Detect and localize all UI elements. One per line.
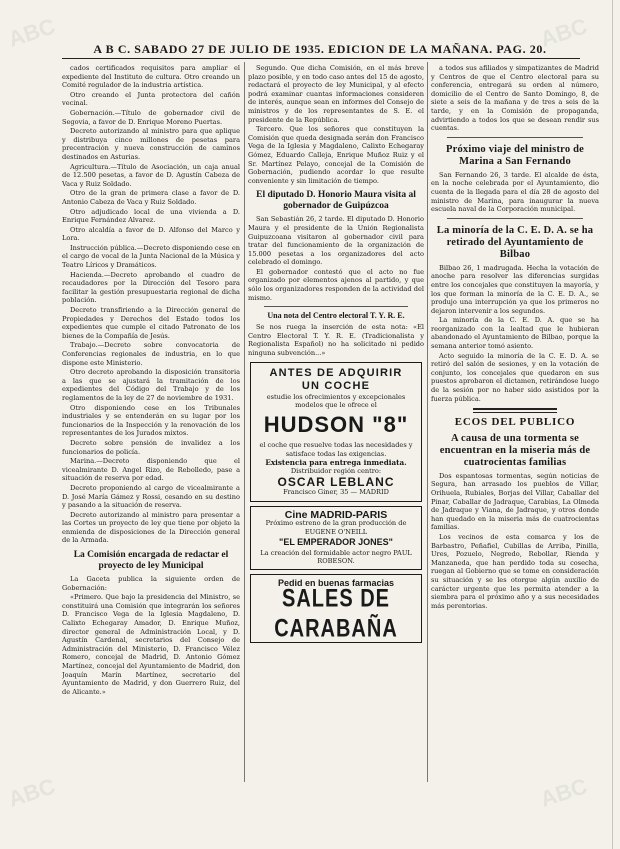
paragraph: Hacienda.—Decreto aprobando el cuadro de recaudadores por la Dirección del Tesoro para facilitar la gestión presupuestaria regional de dicha población.: [62, 270, 240, 305]
ad-text: Distribuidor región centro:: [290, 467, 382, 476]
paragraph: La Gaceta publica la siguiente orden de Gobernación:: [62, 575, 240, 592]
ad-address: Francisco Giner, 35 — MADRID: [283, 488, 389, 497]
ad-text: Próximo estreno de la gran producción de EUGENE O'NEILL: [265, 519, 407, 536]
advertisement-hudson: [250, 362, 422, 502]
ad-title: Pedid en buenas farmacias: [277, 578, 395, 589]
masthead-rule: [62, 58, 580, 59]
paragraph: Acto seguido la minoría de la C. E. D. A. se retiró del salón de sesiones, y en la votación de conjunto, los concejales que quedaron en sus puestos aprobaron el dictamen, retirándose luego de la sesión por no haber sido asistidos por la fuerza pública.: [431, 351, 599, 403]
ad-text: La creación del formidable actor negro PAUL ROBESON.: [260, 548, 412, 566]
abc-watermark: ABC ABC ABC ABC: [5, 13, 591, 812]
column-right: [431, 64, 599, 764]
ad-text: Existencia para entrega inmediata.: [265, 458, 407, 468]
paragraph: Tercero. Que los señores que constituyen la Comisión que queda designada serán don Francisco Vega de la Iglesia y Magdaleno, Calixto Echegaray Gómez, Eduardo Calleja, Enrique Muñoz Ruiz y el Sr. Martínez Pelayo, concejal de la Comisión de Gobernación, pudiendo acordar lo que resulte conveniente y sin limitación de tiempo.: [248, 125, 424, 185]
ad-brand: SALES DE CARABAÑA: [274, 585, 398, 643]
ad-title: UN COCHE: [301, 379, 371, 392]
paragraph: Agricultura.—Título de Asociación, un caja anual de 12.500 pesetas, a favor de D. Agustín Cabeza de Vaca y Ruiz Soldado.: [62, 162, 240, 188]
paragraph: Segundo. Que dicha Comisión, en el más breve plazo posible, y en todo caso antes del 15 de agosto, redactará el proyecto de ley Municipal, y al efecto podrá examinar cuantas informaciones consideren de interés, aunque sean en informes del Consejo de ministros y de los representantes de S. E. el presidente de la República.: [248, 64, 424, 124]
ad-title: Cine MADRID-PARIS: [284, 508, 388, 521]
paragraph: cados certificados requisitos para ampliar el expediente del Instituto de cultura. Otro creando un Comité regulador de la industria artística.: [62, 64, 240, 90]
ad-text: estudie los ofrecimientos y excepcionales modelos que le ofrece el: [266, 392, 406, 410]
ad-title: ANTES DE ADQUIRIR: [269, 366, 403, 379]
divider: [447, 137, 583, 138]
paragraph: Decreto sobre pensión de invalidez a los funcionarios de policía.: [62, 438, 240, 456]
paragraph: Decreto proponiendo al cargo de vicealmirante a D. José María Gámez y Rossi, cesando en su destino y pasando a la situación de reserva.: [62, 483, 240, 510]
paragraph: Otro de la gran de primera clase a favor de D. Antonio Cabeza de Vaca y Ruiz Soldado.: [62, 189, 240, 206]
paragraph: a todos sus afiliados y simpatizantes de Madrid y Centros de que el Centro electoral para su conferencia, entregará su orden al número, domicilio de el Centro de Santo Domingo, 8, de siete a seis de la mañana y de tres a seis de la tarde, y en la Comisión de propaganda, advirtiendo a todos los que se desean rendir sus cuentas.: [431, 64, 599, 133]
paragraph: Decreto transfiriendo a la Dirección general de Propiedades y Derechos del Estado todos los expedientes que cumple el citado Patronato de los bienes de la Compañía de Jesús.: [62, 306, 240, 340]
paragraph: «Primero. Que bajo la presidencia del Ministro, se constituirá una Comisión que integrarán los señores D. Francisco Vega de la Iglesia Magdaleno, D. Calixto Echegaray Amador, D. Enrique Muñoz, director general de Administración Local, y D. Agustín Cardenal, secretarios del Consejo de Administración del Ministerio, D. Francisco Vélez Romero, concejal de Madrid, D. Antonio Gómez Martínez, concejal del Ayuntamiento de Madrid, don Joaquín Marín Martínez, secretario del Ayuntamiento de Madrid, y don Guerrero Ruiz, del de Alicante.»: [62, 593, 240, 696]
article-headline: El diputado D. Honorio Maura visita al gobernador de Guipúzcoa: [256, 190, 416, 212]
section-title: ECOS DEL PUBLICO: [454, 416, 576, 429]
ad-dealer-name: OSCAR LEBLANC: [277, 474, 395, 489]
article-headline: La Comisión encargada de redactar el proyecto de ley Municipal: [73, 550, 229, 572]
paragraph: Se nos ruega la inserción de esta nota: «El Centro Electoral T. Y. R. E. (Tradicionalista y Regionalista Español) no ha solicitado ni pedido ninguna subvención...»: [248, 323, 424, 358]
article-headline: La minoría de la C. E. D. A. se ha retirado del Ayuntamiento de Bilbao: [436, 224, 594, 260]
ad-brand: HUDSON "8": [263, 412, 409, 438]
divider: [264, 306, 408, 307]
ad-film-title: "EL EMPERADOR JONES": [279, 537, 393, 548]
paragraph: Otro creando el Junta protectora del cañón vecinal.: [62, 90, 240, 108]
paragraph: La minoría de la C. E. D. A. que se ha reorganizado con la lealtad que le hubieran abandonado el Ayuntamiento de Bilbao, porque la semana anterior tomó asiento.: [431, 316, 599, 351]
paragraph: Trabajo.—Decreto sobre convocatoria de Conferencias regionales de industria, en lo que dispone este Ministerio.: [62, 341, 240, 367]
article-headline: Una nota del Centro electoral T. Y. R. E.: [267, 311, 405, 321]
paragraph: San Fernando 26, 3 tarde. El alcalde de ésta, en la noche celebrada por el Ayuntamiento, dio cuenta de la llegada para el día 28 de agosto del ministro de Marina, para inaugurar la nueva escuela naval de la Corporación municipal.: [431, 170, 599, 214]
column-divider: [244, 62, 245, 782]
divider: [447, 218, 583, 219]
paragraph: Decreto autorizando al ministro para que aplique y distribuya cinco millones de pesetas para precentración y nueva construcción de caminos destinados en Asturias.: [62, 127, 240, 161]
paragraph: Otro disponiendo cese en los Tribunales industriales y se entenderán en su lugar por los funcionarios de la Inspección y la renovación de los representantes de los Jurados mixtos.: [62, 403, 240, 438]
masthead: A B C. SABADO 27 DE JULIO DE 1935. EDICION DE LA MAÑANA. PAG. 20.: [93, 42, 547, 56]
paragraph: Los vecinos de esta comarca y los de Barbastro, Peñafiel, Cubillas de Arriba, Pinilla, Ures, Pozuelo, Negredo, Rebollar, Rienda y Manzaneda, que han perdido toda su cosecha, ruegan al Gobierno que se tome en consideración su situación y se les otorgue algún auxilio de carácter urgente que les permita atender a la siembra para el próximo año y a sus necesidades más perentorias.: [431, 532, 599, 610]
paragraph: Otro adjudicado local de una vivienda a D. Enrique Fernández Alvarez.: [62, 207, 240, 225]
paragraph: Dos espantosas tormentas, según noticias de Segura, han arrasado los pueblos de Villar, Orihuela, Rubiales, Borjas del Villar, Caballar del Pinar, Caballar de Jadraque, Carabias, La Olmeda de Jadraque y Viana, de Jadraque, y otros donde han quedado en la miseria más de cuatrocientas familias.: [431, 471, 599, 532]
paragraph: Gobernación.—Título de gobernador civil de Segovia, a favor de D. Enrique Moreno Puertas.: [62, 108, 240, 126]
paragraph: San Sebastián 26, 2 tarde. El diputado D. Honorio Maura y el presidente de la Unión Regionalista Guipuzcoana visitaron al gobernador civil para tratar del funcionamiento de la organización de 15.000 pesetas a los organizadores del acto celebrado el domingo.: [248, 215, 424, 267]
advertisement-sales: [250, 574, 422, 643]
page-edge: [612, 0, 617, 849]
paragraph: Otro decreto aprobando la disposición transitoria a las que se ajustará la tramitación de los expedientes del Código del Trabajo y de los reglamentos de la ley de 27 de noviembre de 1931.: [62, 368, 240, 402]
advertisement-cinema: [250, 506, 422, 571]
column-middle: [248, 64, 424, 764]
paragraph: Bilbao 26, 1 madrugada. Hecha la votación de anoche para resolver las diferencias surgidas entre los concejales que constituyen la mayoría, y los que forman la minoría de la C. E. D. A., se produjo una interrupción ya que los primeros no dejaron intervenir a los segundos.: [431, 263, 599, 315]
column-divider: [427, 62, 428, 782]
column-left: [62, 64, 240, 779]
article-headline: A causa de una tormenta se encuentran en la miseria más de cuatrocientas familias: [439, 432, 591, 468]
paragraph: Decreto autorizando al ministro para presentar a las Cortes un proyecto de ley que tiene por objeto la enmienda de disposiciones de la Dirección general de la Armada.: [62, 510, 240, 545]
ad-text: el coche que resuelve todas las necesidades y satisface todas las exigencias.: [259, 441, 413, 458]
ornament-rule: [473, 408, 557, 413]
paragraph: El gobernador contestó que el acto no fue organizado por elementos ajenos al partido, y que sólo los organizadores responden de la actividad del mismo.: [248, 267, 424, 302]
paragraph: Marina.—Decreto disponiendo que el vicealmirante D. Angel Rizo, de Rebolledo, pase a situación de reserva por edad.: [62, 457, 240, 483]
article-headline: Próximo viaje del ministro de Marina a San Fernando: [445, 143, 584, 167]
paragraph: Instrucción pública.—Decreto disponiendo cese en el cargo de vocal de la Junta Nacional de la Música y Teatro Líricos y Dramáticos.: [62, 243, 240, 270]
paragraph: Otro alcaldía a favor de D. Alfonso del Marco y Lora.: [62, 225, 240, 243]
